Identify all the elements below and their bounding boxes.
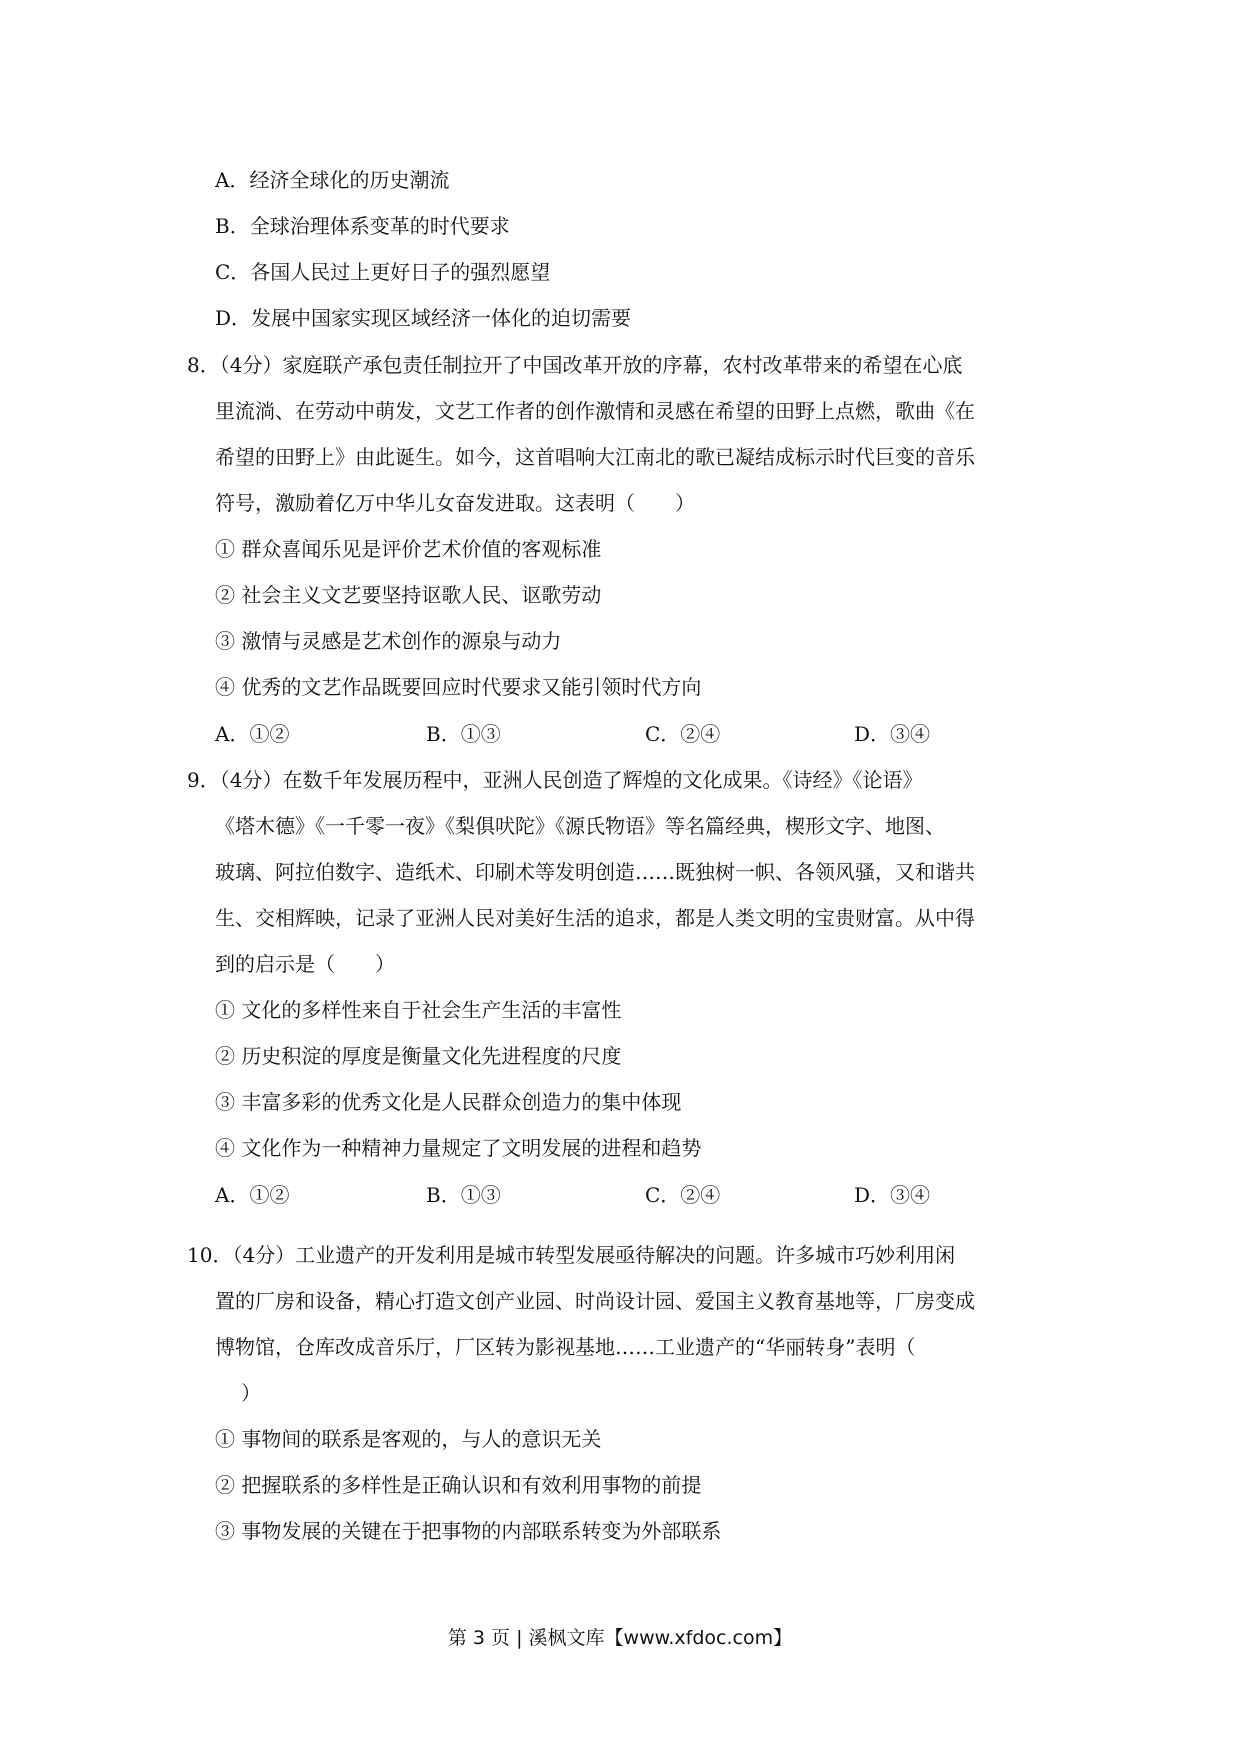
q9-choice-d: D．③④ — [854, 1183, 931, 1207]
q9-statement-4: ④ 文化作为一种精神力量规定了文明发展的进程和趋势 — [215, 1136, 702, 1160]
q9-choice-c: C．②④ — [645, 1183, 721, 1207]
q8-statement-1: ① 群众喜闻乐见是评价艺术价值的客观标准 — [215, 537, 602, 561]
q9-stem-line: 玻璃、阿拉伯数字、造纸术、印刷术等发明创造……既独树一帜、各领风骚，又和谐共 — [215, 860, 975, 884]
q9-stem-line: 生、交相辉映，记录了亚洲人民对美好生活的追求，都是人类文明的宝贵财富。从中得 — [215, 906, 975, 930]
q10-statement-2: ② 把握联系的多样性是正确认识和有效利用事物的前提 — [215, 1473, 702, 1497]
q8-choice-a: A．①② — [215, 722, 290, 746]
q8-statement-4: ④ 优秀的文艺作品既要回应时代要求又能引领时代方向 — [215, 675, 702, 699]
q7-option-d: D．发展中国家实现区域经济一体化的迫切需要 — [215, 306, 632, 330]
q9-stem-line: 9．（4分）在数千年发展历程中，亚洲人民创造了辉煌的文化成果。《诗经》《论语》 — [187, 768, 923, 792]
q8-stem-line: 希望的田野上》由此诞生。如今，这首唱响大江南北的歌已凝结成标示时代巨变的音乐 — [215, 445, 975, 469]
q10-statement-1: ① 事物间的联系是客观的，与人的意识无关 — [215, 1427, 602, 1451]
q10-stem-line: 置的厂房和设备，精心打造文创产业园、时尚设计园、爱国主义教育基地等，厂房变成 — [215, 1289, 975, 1313]
q7-option-b: B．全球治理体系变革的时代要求 — [215, 214, 510, 238]
q9-statement-3: ③ 丰富多彩的优秀文化是人民群众创造力的集中体现 — [215, 1090, 682, 1114]
q10-statement-3: ③ 事物发展的关键在于把事物的内部联系转变为外部联系 — [215, 1519, 722, 1543]
q8-statement-2: ② 社会主义文艺要坚持讴歌人民、讴歌劳动 — [215, 583, 602, 607]
q8-statement-3: ③ 激情与灵感是艺术创作的源泉与动力 — [215, 629, 562, 653]
q8-choice-d: D．③④ — [854, 722, 931, 746]
q9-stem-line: 到的启示是（ ） — [215, 952, 395, 976]
q8-choice-c: C．②④ — [645, 722, 721, 746]
q8-choice-b: B．①③ — [426, 722, 501, 746]
page-footer: 第 3 页 | 溪枫文库【www.xfdoc.com】 — [447, 1627, 793, 1649]
q7-option-a: A．经济全球化的历史潮流 — [215, 168, 450, 192]
q9-statement-1: ① 文化的多样性来自于社会生产生活的丰富性 — [215, 998, 622, 1022]
q9-statement-2: ② 历史积淀的厚度是衡量文化先进程度的尺度 — [215, 1044, 622, 1068]
q10-stem-line: 10．（4分）工业遗产的开发利用是城市转型发展亟待解决的问题。许多城市巧妙利用闲 — [187, 1243, 956, 1267]
q7-option-c: C．各国人民过上更好日子的强烈愿望 — [215, 260, 551, 284]
q10-stem-line: ） — [241, 1381, 261, 1405]
q10-stem-line: 博物馆，仓库改成音乐厅，厂区转为影视基地……工业遗产的“华丽转身”表明（ — [215, 1335, 916, 1359]
q8-stem-line: 8．（4分）家庭联产承包责任制拉开了中国改革开放的序幕，农村改革带来的希望在心底 — [187, 353, 963, 377]
q8-stem-line: 符号，激励着亿万中华儿女奋发进取。这表明（ ） — [215, 491, 695, 515]
q9-stem-line: 《塔木德》《一千零一夜》《梨俱吠陀》《源氏物语》等名篇经典，楔形文字、地图、 — [215, 814, 945, 838]
q9-choice-b: B．①③ — [426, 1183, 501, 1207]
q8-stem-line: 里流淌、在劳动中萌发，文艺工作者的创作激情和灵感在希望的田野上点燃，歌曲《在 — [215, 399, 975, 423]
q9-choice-a: A．①② — [215, 1183, 290, 1207]
